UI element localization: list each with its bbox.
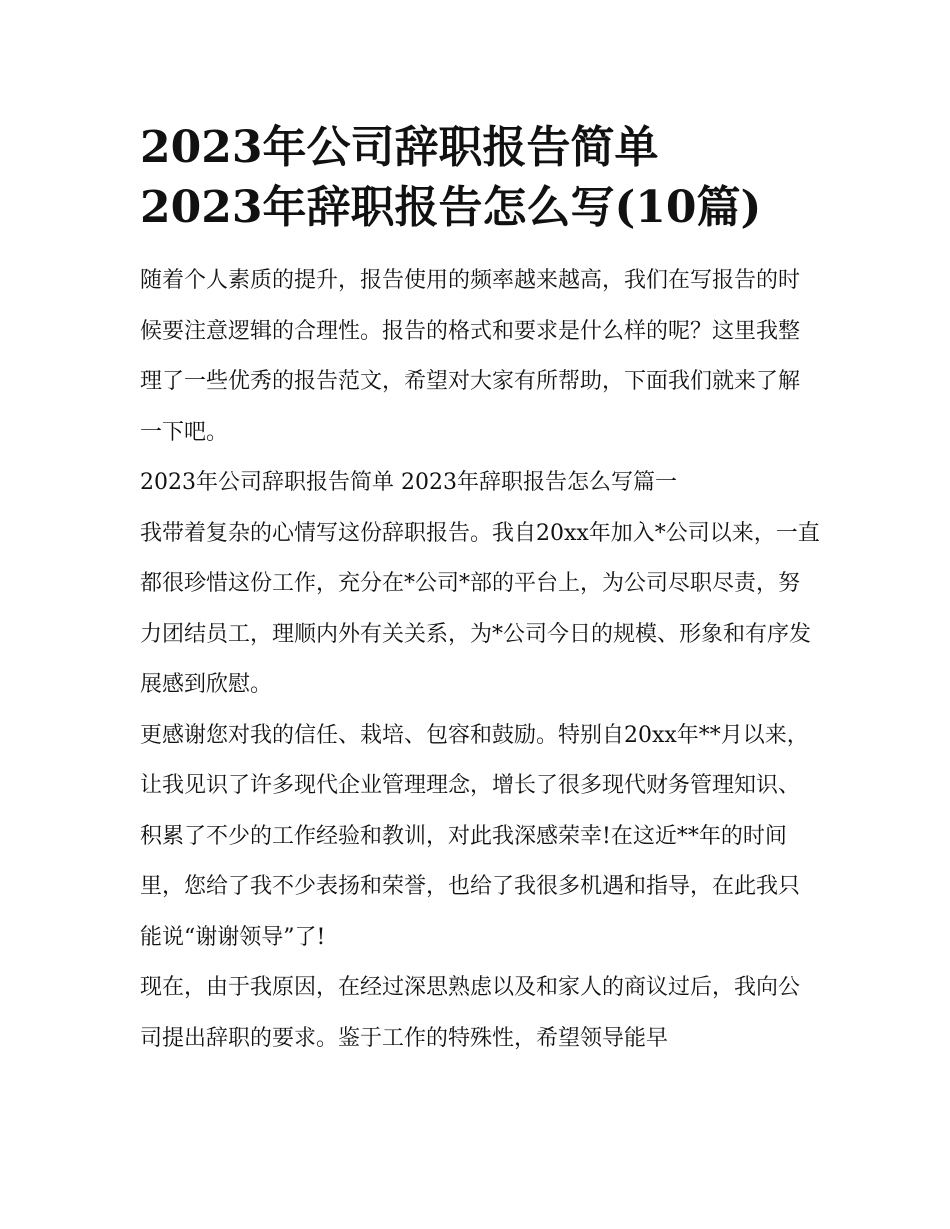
body-paragraph-1: 我带着复杂的心情写这份辞职报告。我自20xx年加入*公司以来，一直都很珍惜这份工作，充分在*公司*部的平台上，为公司尽职尽责，努力团结员工，理顺内外有关关系，为*公司今日的规模、形象和有序发展感到欣慰。 xyxy=(140,520,820,697)
section-heading: 2023年公司辞职报告简单 2023年辞职报告怎么写篇一 xyxy=(140,470,677,495)
title-line-1: 2023年公司辞职报告简单 xyxy=(140,122,659,173)
intro-paragraph: 随着个人素质的提升，报告使用的频率越来越高，我们在写报告的时候要注意逻辑的合理性。报告的格式和要求是什么样的呢？这里我整理了一些优秀的报告范文，希望对大家有所帮助，下面我们就来了解一下吧。 xyxy=(140,268,801,445)
body-paragraph-3: 现在，由于我原因，在经过深思熟虑以及和家人的商议过后，我向公司提出辞职的要求。鉴于工作的特殊性，希望领导能早 xyxy=(140,975,801,1051)
document-title xyxy=(140,118,820,238)
body-paragraph-2: 更感谢您对我的信任、栽培、包容和鼓励。特别自20xx年**月以来，让我见识了许多现代企业管理理念，增长了很多现代财务管理知识、积累了不少的工作经验和教训，对此我深感荣幸!在这近**年的时间里，您给了我不少表扬和荣誉，也给了我很多机遇和指导，在此我只能说“谢谢领导”了! xyxy=(140,722,809,950)
title-line-2: 2023年辞职报告怎么写(10篇) xyxy=(140,182,762,233)
document-page xyxy=(140,118,820,1064)
